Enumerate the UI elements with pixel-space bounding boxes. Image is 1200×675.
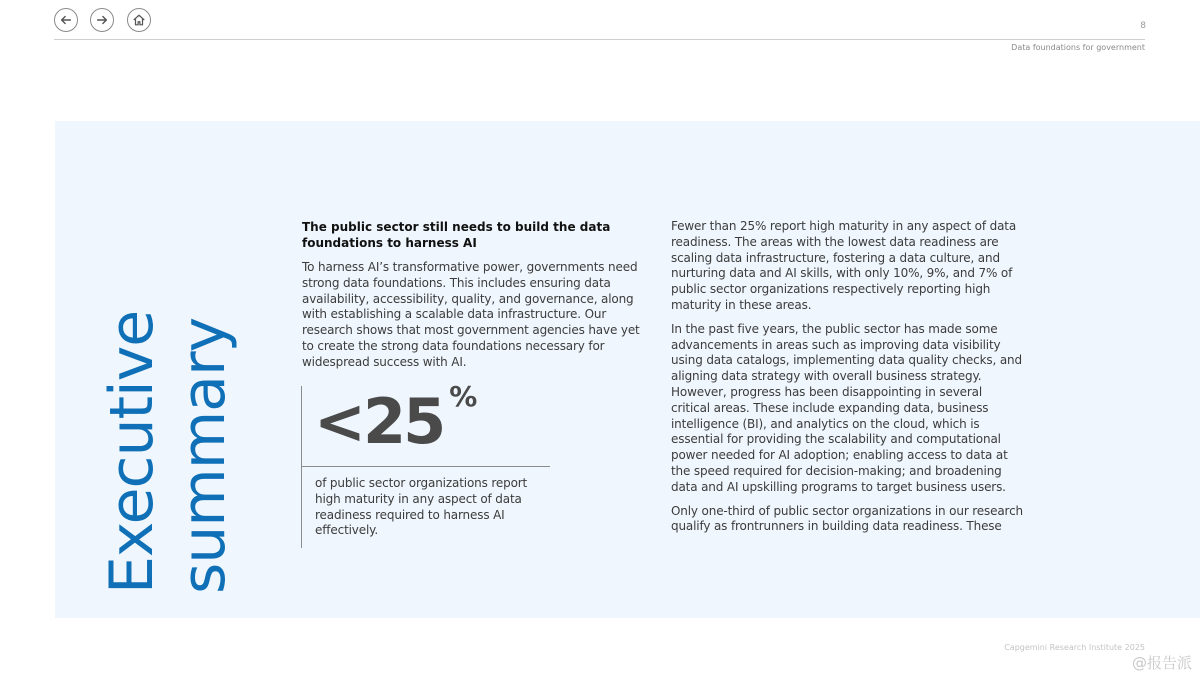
stat-unit: %: [449, 380, 478, 413]
back-button[interactable]: [54, 8, 78, 32]
stat-divider: [302, 466, 550, 467]
key-stat: [301, 380, 550, 548]
body-paragraph: Fewer than 25% report high maturity in any aspect of data readiness. The areas with the lowest data readiness are scaling data infrastructure, fostering a data culture, and nurturing data and AI skills, with only 10%, 9%, and 7% of public sector organizations respectively reporting high maturity in these areas.: [671, 219, 1017, 312]
section-title-line1: Executive: [97, 310, 167, 594]
body-paragraph: Only one-third of public sector organizations in our research qualify as frontrunners in building data readiness. These: [671, 503, 1023, 534]
forward-button[interactable]: [90, 8, 114, 32]
column-heading: The public sector still needs to build the data foundations to harness AI: [302, 220, 611, 250]
stat-value: <25: [314, 385, 444, 458]
watermark: @报告派: [1131, 654, 1192, 672]
section-title: [96, 311, 240, 594]
header-divider: [54, 39, 1145, 40]
right-column: [671, 219, 1023, 543]
home-icon: [132, 13, 146, 27]
stat-figure: [314, 380, 478, 460]
left-column: [302, 219, 654, 379]
footer-source: Capgemini Research Institute 2025: [1004, 643, 1145, 652]
intro-paragraph: To harness AI’s transformative power, governments need strong data foundations. This includes ensuring data availability, accessibility, quality, and governance, along with establishing a scalable data infrastructure. Our research shows that most government agencies have yet to create the strong data foundations necessary for widespread success with AI.: [302, 260, 640, 369]
body-paragraph: In the past five years, the public sector has made some advancements in areas such as improving data visibility using data catalogs, implementing data quality checks, and aligning data strategy with overall business strategy. However, progress has been disappointing in several critical areas. These include expanding data, business intelligence (BI), and analytics on the cloud, which is essential for providing the scalability and computational power needed for AI adoption; enabling access to data at the speed required for decision-making; and broadening data and AI upskilling programs to target business users.: [671, 321, 1022, 494]
home-button[interactable]: [127, 8, 151, 32]
report-title: Data foundations for government: [1011, 43, 1145, 52]
page-number: 8: [1140, 21, 1146, 31]
arrow-right-icon: [95, 13, 109, 27]
stat-description: of public sector organizations report high maturity in any aspect of data readiness required to harness AI effectively.: [315, 476, 528, 538]
arrow-left-icon: [59, 13, 73, 27]
section-title-line2: summary: [169, 317, 239, 594]
